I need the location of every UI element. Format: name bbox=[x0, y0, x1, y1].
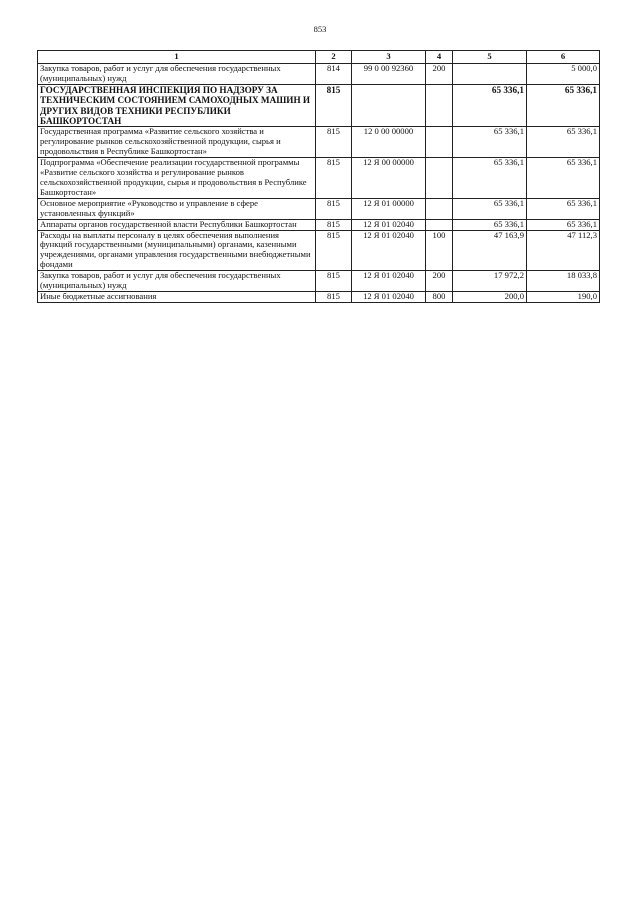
column-header-2: 2 bbox=[316, 51, 352, 64]
row-expense-type bbox=[426, 219, 453, 230]
column-header-3: 3 bbox=[352, 51, 426, 64]
row-amount-5: 47 163,9 bbox=[453, 230, 527, 271]
row-amount-5 bbox=[453, 64, 527, 85]
row-amount-5: 65 336,1 bbox=[453, 158, 527, 199]
row-ministry-code: 814 bbox=[316, 64, 352, 85]
row-target-article: 12 Я 01 02040 bbox=[352, 219, 426, 230]
row-expense-type bbox=[426, 198, 453, 219]
row-amount-6: 65 336,1 bbox=[527, 198, 600, 219]
row-name: Аппараты органов государственной власти Республики Башкортостан bbox=[38, 219, 316, 230]
row-expense-type bbox=[426, 158, 453, 199]
row-name: Закупка товаров, работ и услуг для обеспечения государственных (муниципальных) нужд bbox=[38, 271, 316, 292]
row-amount-6: 65 336,1 bbox=[527, 219, 600, 230]
page-number: 853 bbox=[313, 24, 327, 34]
row-name: Подпрограмма «Обеспечение реализации государственной программы «Развитие сельского хозяйства и регулирование рынков сельскохозяйственной продукции, сырья и продовольствия в Республике Башкортостан» bbox=[38, 158, 316, 199]
table-header-row bbox=[38, 51, 600, 64]
row-name: Закупка товаров, работ и услуг для обеспечения государственных (муниципальных) нужд bbox=[38, 64, 316, 85]
row-name: Государственная программа «Развитие сельского хозяйства и регулирование рынков сельскохозяйственной продукции, сырья и продовольствия в Республике Башкортостан» bbox=[38, 127, 316, 158]
row-ministry-code: 815 bbox=[316, 291, 352, 302]
table-row bbox=[38, 198, 600, 219]
row-name: Иные бюджетные ассигнования bbox=[38, 291, 316, 302]
row-amount-6: 65 336,1 bbox=[527, 158, 600, 199]
row-amount-6: 65 336,1 bbox=[527, 127, 600, 158]
row-amount-5: 65 336,1 bbox=[453, 219, 527, 230]
column-header-4: 4 bbox=[426, 51, 453, 64]
row-amount-5: 65 336,1 bbox=[453, 84, 527, 127]
table-row bbox=[38, 64, 600, 85]
row-ministry-code: 815 bbox=[316, 198, 352, 219]
table-row bbox=[38, 158, 600, 199]
table-row bbox=[38, 230, 600, 271]
row-target-article: 12 0 00 00000 bbox=[352, 127, 426, 158]
column-header-6: 6 bbox=[527, 51, 600, 64]
row-amount-6: 190,0 bbox=[527, 291, 600, 302]
table-row bbox=[38, 219, 600, 230]
column-header-1: 1 bbox=[38, 51, 316, 64]
row-ministry-code: 815 bbox=[316, 84, 352, 127]
row-expense-type: 200 bbox=[426, 271, 453, 292]
row-ministry-code: 815 bbox=[316, 230, 352, 271]
row-amount-5: 200,0 bbox=[453, 291, 527, 302]
row-amount-6: 18 033,8 bbox=[527, 271, 600, 292]
row-target-article: 99 0 00 92360 bbox=[352, 64, 426, 85]
row-amount-6: 65 336,1 bbox=[527, 84, 600, 127]
column-header-5: 5 bbox=[453, 51, 527, 64]
row-name: ГОСУДАРСТВЕННАЯ ИНСПЕКЦИЯ ПО НАДЗОРУ ЗА ТЕХНИЧЕСКИМ СОСТОЯНИЕМ САМОХОДНЫХ МАШИН И ДРУГИХ ВИДОВ ТЕХНИКИ РЕСПУБЛИКИ БАШКОРТОСТАН bbox=[38, 84, 316, 127]
row-target-article: 12 Я 01 02040 bbox=[352, 230, 426, 271]
row-expense-type bbox=[426, 127, 453, 158]
row-amount-5: 65 336,1 bbox=[453, 127, 527, 158]
row-amount-5: 65 336,1 bbox=[453, 198, 527, 219]
row-target-article: 12 Я 00 00000 bbox=[352, 158, 426, 199]
row-expense-type: 100 bbox=[426, 230, 453, 271]
budget-table-container bbox=[37, 50, 599, 303]
table-row bbox=[38, 271, 600, 292]
row-ministry-code: 815 bbox=[316, 219, 352, 230]
row-amount-5: 17 972,2 bbox=[453, 271, 527, 292]
row-amount-6: 5 000,0 bbox=[527, 64, 600, 85]
row-target-article: 12 Я 01 00000 bbox=[352, 198, 426, 219]
table-row bbox=[38, 291, 600, 302]
row-target-article: 12 Я 01 02040 bbox=[352, 271, 426, 292]
row-target-article: 12 Я 01 02040 bbox=[352, 291, 426, 302]
row-expense-type: 200 bbox=[426, 64, 453, 85]
table-row bbox=[38, 127, 600, 158]
row-target-article bbox=[352, 84, 426, 127]
row-name: Основное мероприятие «Руководство и управление в сфере установленных функций» bbox=[38, 198, 316, 219]
table-row-agency-total bbox=[38, 84, 600, 127]
row-amount-6: 47 112,3 bbox=[527, 230, 600, 271]
row-expense-type: 800 bbox=[426, 291, 453, 302]
row-ministry-code: 815 bbox=[316, 271, 352, 292]
row-ministry-code: 815 bbox=[316, 127, 352, 158]
row-name: Расходы на выплаты персоналу в целях обеспечения выполнения функций государственными (муниципальными) органами, казенными учреждениями, органами управления государственными внебюджетными фондами bbox=[38, 230, 316, 271]
row-expense-type bbox=[426, 84, 453, 127]
row-ministry-code: 815 bbox=[316, 158, 352, 199]
budget-table bbox=[37, 50, 600, 303]
